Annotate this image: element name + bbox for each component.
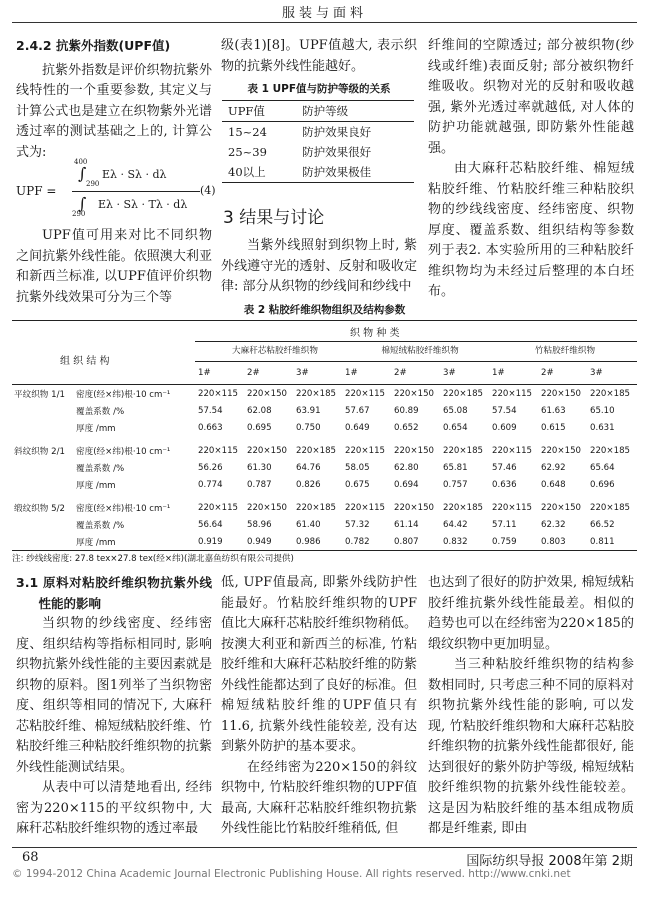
table-cell: 65.08 bbox=[443, 405, 468, 416]
integral-sign-bottom: ∫ bbox=[78, 194, 87, 213]
table-cell: 25~39 bbox=[228, 145, 267, 159]
upf-formula bbox=[16, 160, 216, 224]
parameter-label: 覆盖系数 /% bbox=[76, 520, 125, 531]
sample-number: 2# bbox=[394, 367, 407, 378]
table-cell: 220×150 bbox=[394, 388, 435, 399]
parameter-label: 密度(经×纬)根·10 cm⁻¹ bbox=[76, 503, 171, 514]
table-cell: 220×115 bbox=[345, 445, 386, 456]
table-cell: 220×150 bbox=[247, 388, 288, 399]
table-2-top-rule bbox=[12, 320, 637, 321]
page-number: 68 bbox=[22, 850, 39, 865]
table-2-span-rule bbox=[195, 341, 637, 342]
table-cell: 0.826 bbox=[296, 479, 321, 490]
sample-number: 3# bbox=[590, 367, 603, 378]
table-row bbox=[12, 442, 637, 459]
parameter-label: 厚度 /mm bbox=[76, 537, 116, 548]
weave-name bbox=[12, 402, 74, 419]
table-cell: 0.757 bbox=[443, 479, 468, 490]
table-cell: 0.675 bbox=[345, 479, 370, 490]
parameter-label: 覆盖系数 /% bbox=[76, 463, 125, 474]
table-row bbox=[12, 385, 637, 403]
column-2 bbox=[221, 36, 417, 100]
table-cell: 0.654 bbox=[443, 422, 468, 433]
section-heading-material: 3.1 原料对粘胶纤维织物抗紫外线性能的影响 bbox=[16, 575, 212, 611]
table-row bbox=[12, 459, 637, 476]
parameter-label: 厚度 /mm bbox=[76, 480, 116, 491]
table-cell: 58.96 bbox=[247, 519, 272, 530]
column-3 bbox=[428, 36, 634, 303]
column-1 bbox=[16, 36, 212, 163]
table-cell: 64.42 bbox=[443, 519, 468, 530]
section-heading-results: 3 结果与讨论 bbox=[223, 208, 325, 228]
structure-heading: 组 织 结 构 bbox=[60, 356, 110, 367]
table-row bbox=[12, 419, 637, 436]
table-cell: 0.832 bbox=[443, 536, 468, 547]
table-cell: 220×115 bbox=[198, 388, 239, 399]
running-header: 服装与面料 bbox=[281, 6, 367, 21]
table-cell: 0.811 bbox=[590, 536, 615, 547]
table-cell: 57.54 bbox=[492, 405, 517, 416]
weave-name bbox=[12, 516, 74, 533]
formula-denominator: Eλ · Sλ · Tλ · dλ bbox=[98, 198, 188, 211]
paragraph-upf-results: 低, UPF值最高, 即紫外线防护性能最好。竹粘胶纤维织物的UPF值比大麻秆芯粘胶纤维织物稍低。按澳大利亚和新西兰的标准, 竹粘胶纤维和大麻秆芯粘胶纤维的防紫外线性能都达到了良好的标准。但棉短绒粘胶纤维的UPF值只有11.6, 抗紫外线性能较差, 没有达到紫外防护的基本要求。 bbox=[221, 575, 417, 754]
table-cell: 防护效果很好 bbox=[302, 145, 372, 159]
table-cell: 220×150 bbox=[394, 502, 435, 513]
table-cell: 0.782 bbox=[345, 536, 370, 547]
paragraph-satin-weave: 也达到了很好的防护效果, 棉短绒粘胶纤维抗紫外线性能最差。相似的趋势也可以在经纬密为220×185的缎纹织物中更加明显。 bbox=[428, 575, 634, 652]
table-cell: 220×185 bbox=[443, 502, 484, 513]
weave-name bbox=[12, 533, 74, 551]
table-cell: 0.649 bbox=[345, 422, 370, 433]
table-1-header-upf: UPF值 bbox=[222, 101, 296, 122]
weave-name bbox=[12, 476, 74, 493]
table-cell: 63.91 bbox=[296, 405, 321, 416]
table-cell: 56.64 bbox=[198, 519, 223, 530]
table-cell: 220×185 bbox=[590, 445, 631, 456]
table-cell: 220×150 bbox=[541, 388, 582, 399]
table-cell: 57.46 bbox=[492, 462, 517, 473]
paragraph-uv-mechanism: 纤维间的空隙透过; 部分被织物(纱线或纤维)表面反射; 部分被织物纤维吸收。织物对光的反射和吸收越强, 紫外光透过率就越低, 对人体的防护功能就越强, 即防紫外性能越强。 bbox=[428, 38, 634, 156]
table-2-title: 表 2 粘胶纤维织物组织及结构参数 bbox=[243, 304, 406, 316]
table-cell: 220×115 bbox=[345, 388, 386, 399]
table-row bbox=[222, 142, 414, 162]
sample-number: 3# bbox=[296, 367, 309, 378]
weave-name: 缎纹织物 5/2 bbox=[14, 503, 65, 514]
table-row bbox=[12, 476, 637, 493]
table-cell: 0.694 bbox=[394, 479, 419, 490]
table-cell: 61.63 bbox=[541, 405, 566, 416]
section-heading-upf: 2.4.2 抗紫外指数(UPF值) bbox=[16, 38, 171, 53]
table-cell: 15~24 bbox=[228, 125, 267, 139]
formula-lower-limit-bottom: 290 bbox=[72, 210, 86, 218]
table-cell: 220×150 bbox=[247, 502, 288, 513]
parameter-label: 覆盖系数 /% bbox=[76, 406, 125, 417]
group-cotton-linter: 棉短绒粘胶纤维织物 bbox=[381, 346, 459, 356]
sample-number-row bbox=[12, 364, 637, 381]
table-row bbox=[12, 533, 637, 551]
table-cell: 220×115 bbox=[492, 502, 533, 513]
table-1-header-grade: 防护等级 bbox=[296, 101, 414, 122]
table-cell: 62.92 bbox=[541, 462, 566, 473]
table-2-note: 注: 纱线线密度: 27.8 tex×27.8 tex(经×纬)(湖北嘉鱼纺织有限公司提供) bbox=[12, 554, 294, 564]
parameter-label: 厚度 /mm bbox=[76, 423, 116, 434]
table-cell: 0.949 bbox=[247, 536, 272, 547]
footer-rule bbox=[12, 847, 637, 848]
table-row bbox=[12, 402, 637, 419]
table-1 bbox=[222, 100, 414, 183]
weave-name bbox=[12, 459, 74, 476]
formula-upper-limit: 400 bbox=[74, 158, 88, 166]
table-cell: 220×185 bbox=[296, 388, 337, 399]
table-cell: 0.759 bbox=[492, 536, 517, 547]
table-cell: 0.919 bbox=[198, 536, 223, 547]
formula-number: (4) bbox=[200, 184, 216, 197]
table-cell: 57.32 bbox=[345, 519, 370, 530]
paragraph-twill-weave: 在经纬密为220×150的斜纹织物中, 竹粘胶纤维织物的UPF值最高, 大麻秆芯粘胶纤维织物抗紫外线性能比竹粘胶纤维稍低, 但 bbox=[221, 759, 417, 836]
fabric-type-heading: 织 物 种 类 bbox=[350, 328, 400, 339]
table-cell: 0.986 bbox=[296, 536, 321, 547]
sample-number: 1# bbox=[198, 367, 211, 378]
formula-lhs: UPF = bbox=[16, 184, 57, 198]
table-cell: 220×185 bbox=[443, 388, 484, 399]
table-cell: 0.663 bbox=[198, 422, 223, 433]
parameter-label: 密度(经×纬)根·10 cm⁻¹ bbox=[76, 389, 171, 400]
integral-sign-top: ∫ bbox=[78, 164, 87, 183]
table-cell: 220×115 bbox=[198, 502, 239, 513]
table-cell: 0.615 bbox=[541, 422, 566, 433]
table-cell: 220×185 bbox=[296, 502, 337, 513]
table-cell: 60.89 bbox=[394, 405, 419, 416]
table-cell: 0.696 bbox=[590, 479, 615, 490]
table-cell: 58.05 bbox=[345, 462, 370, 473]
paragraph-fabric-params: 由大麻秆芯粘胶纤维、棉短绒粘胶纤维、竹粘胶纤维三种粘胶织物的纱线线密度、经纬密度、织物厚度、覆盖系数、组织结构等参数列于表2. 本实验所用的三种粘胶纤维织物均为未经过后整理的本白坯布。 bbox=[428, 161, 634, 299]
table-cell: 220×115 bbox=[492, 388, 533, 399]
table-cell: 220×185 bbox=[590, 502, 631, 513]
table-cell: 61.40 bbox=[296, 519, 321, 530]
table-cell: 40以上 bbox=[222, 162, 296, 183]
paragraph-upf-comparison: UPF值可用来对比不同织物之间抗紫外线性能。依照澳大利亚和新西兰标准, 以UPF值评价织物抗紫外线效果可分为三个等 bbox=[16, 228, 212, 305]
table-cell: 0.631 bbox=[590, 422, 615, 433]
table-cell: 62.32 bbox=[541, 519, 566, 530]
table-cell: 防护效果良好 bbox=[302, 125, 372, 139]
table-cell: 62.08 bbox=[247, 405, 272, 416]
table-cell: 0.787 bbox=[247, 479, 272, 490]
table-cell: 65.64 bbox=[590, 462, 615, 473]
table-cell: 65.10 bbox=[590, 405, 615, 416]
table-cell: 57.54 bbox=[198, 405, 223, 416]
table-cell: 220×150 bbox=[394, 445, 435, 456]
table-cell: 0.695 bbox=[247, 422, 272, 433]
paragraph-plain-weave: 从表中可以清楚地看出, 经纬密为220×115的平纹织物中, 大麻秆芯粘胶纤维织物的透过率最 bbox=[16, 780, 212, 836]
table-2-group-rule bbox=[195, 361, 637, 362]
table-cell: 0.750 bbox=[296, 422, 321, 433]
table-cell: 66.52 bbox=[590, 519, 615, 530]
paragraph-uv-laws: 当紫外线照射到织物上时, 紫外线遵守光的透射、反射和吸收定律: 部分从织物的纱线间和纱线中 bbox=[221, 238, 417, 294]
table-cell: 0.636 bbox=[492, 479, 517, 490]
table-2 bbox=[12, 364, 637, 553]
table-1-title: 表 1 UPF值与防护等级的关系 bbox=[247, 83, 391, 95]
table-row bbox=[12, 516, 637, 533]
table-cell: 0.803 bbox=[541, 536, 566, 547]
table-row bbox=[222, 122, 414, 143]
journal-name: 国际纺织导报 2008年第 2期 bbox=[466, 854, 633, 869]
sample-number: 1# bbox=[345, 367, 358, 378]
paragraph-material-influence: 当织物的纱线密度、经纬密度、组织结构等指标相同时, 影响织物抗紫外线性能的主要因素就是织物的原料。图1列举了当织物密度、组织等相同的情况下, 大麻秆芯粘胶纤维、棉短绒粘胶纤维、竹粘胶纤维三种粘胶纤维织物的抗紫外线性能测试结果。 bbox=[16, 616, 212, 775]
table-cell: 220×185 bbox=[296, 445, 337, 456]
table-cell: 57.67 bbox=[345, 405, 370, 416]
sample-number: 1# bbox=[492, 367, 505, 378]
table-cell: 防护效果极佳 bbox=[296, 162, 414, 183]
column-1-continued bbox=[16, 226, 212, 308]
sample-number: 3# bbox=[443, 367, 456, 378]
formula-lower-limit-top: 290 bbox=[86, 180, 100, 188]
bottom-column-1 bbox=[16, 573, 212, 840]
table-cell: 220×150 bbox=[541, 502, 582, 513]
table-cell: 64.76 bbox=[296, 462, 321, 473]
sample-number: 2# bbox=[247, 367, 260, 378]
table-cell: 56.26 bbox=[198, 462, 223, 473]
table-cell: 0.774 bbox=[198, 479, 223, 490]
table-cell: 61.14 bbox=[394, 519, 419, 530]
table-cell: 0.648 bbox=[541, 479, 566, 490]
table-cell: 220×185 bbox=[443, 445, 484, 456]
table-cell: 220×115 bbox=[198, 445, 239, 456]
paragraph-structure-conclusion: 当三种粘胶纤维织物的结构参数相同时, 只考虑三种不同的原料对织物抗紫外线性能的影响, 可以发现, 竹粘胶纤维织物和大麻秆芯粘胶纤维织物的抗紫外线性能都很好, 能达到很好的紫外防护等级, 棉短绒粘胶纤维织物的抗紫外线性能较差。这是因为粘胶纤维的基本组成物质都是纤维素, 即由 bbox=[428, 657, 634, 836]
bottom-column-2 bbox=[221, 573, 417, 840]
table-cell: 62.80 bbox=[394, 462, 419, 473]
bottom-column-3 bbox=[428, 573, 634, 840]
table-row bbox=[12, 499, 637, 516]
table-row bbox=[222, 162, 414, 183]
table-cell: 0.652 bbox=[394, 422, 419, 433]
paragraph-grade-reference: 级(表1)[8]。UPF值越大, 表示织物的抗紫外线性能越好。 bbox=[221, 38, 417, 74]
table-cell: 220×150 bbox=[541, 445, 582, 456]
table-cell: 220×115 bbox=[345, 502, 386, 513]
weave-name: 斜纹织物 2/1 bbox=[14, 446, 65, 457]
sample-number: 2# bbox=[541, 367, 554, 378]
fraction-bar bbox=[72, 191, 200, 192]
table-cell: 220×150 bbox=[247, 445, 288, 456]
table-cell: 61.30 bbox=[247, 462, 272, 473]
table-cell: 220×185 bbox=[590, 388, 631, 399]
table-cell: 57.11 bbox=[492, 519, 517, 530]
table-cell: 65.81 bbox=[443, 462, 468, 473]
group-bamboo: 竹粘胶纤维织物 bbox=[534, 346, 596, 356]
parameter-label: 密度(经×纬)根·10 cm⁻¹ bbox=[76, 446, 171, 457]
table-1-header bbox=[222, 101, 414, 122]
weave-name bbox=[12, 419, 74, 436]
table-cell: 0.609 bbox=[492, 422, 517, 433]
group-hemp: 大麻秆芯粘胶纤维织物 bbox=[232, 346, 318, 356]
copyright-line: © 1994-2012 China Academic Journal Electronic Publishing House. All rights reserved. http://www.cnki.net bbox=[12, 868, 571, 880]
table-cell: 220×115 bbox=[492, 445, 533, 456]
header-rule bbox=[12, 22, 637, 23]
formula-numerator: Eλ · Sλ · dλ bbox=[102, 168, 167, 181]
table-cell: 0.807 bbox=[394, 536, 419, 547]
paragraph-upf-definition: 抗紫外指数是评价织物抗紫外线特性的一个重要参数, 其定义与计算公式也是建立在织物紫外光谱透过率的测试基础之上的, 计算公式为: bbox=[16, 62, 212, 160]
weave-name: 平纹织物 1/1 bbox=[14, 389, 65, 400]
column-2-continued bbox=[221, 236, 417, 298]
